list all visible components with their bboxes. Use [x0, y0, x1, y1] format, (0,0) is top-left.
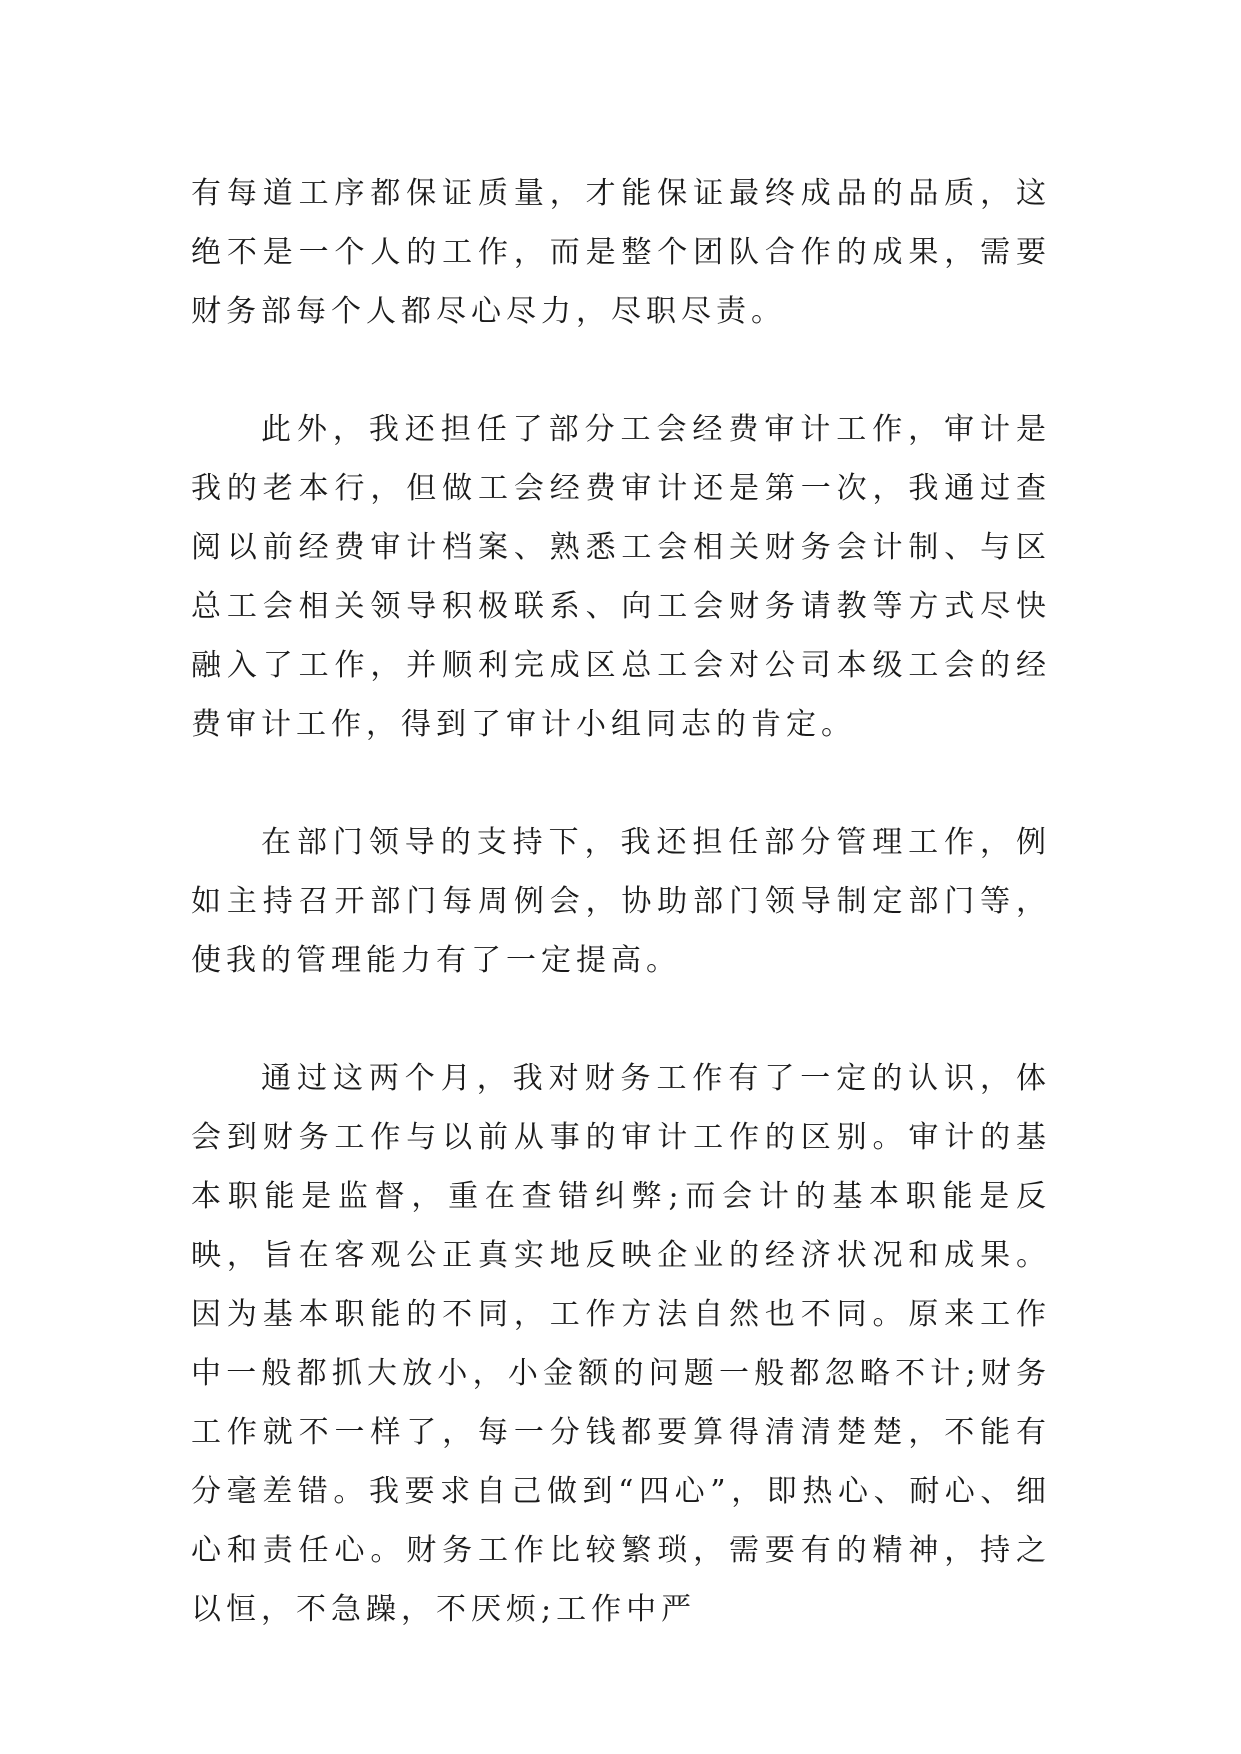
document-body: [191, 164, 1051, 1639]
paragraph-management: 在部门领导的支持下，我还担任部分管理工作，例如主持召开部门每周例会，协助部门领导制定部门等，使我的管理能力有了一定提高。: [191, 825, 1051, 978]
paragraph-reflection: 通过这两个月，我对财务工作有了一定的认识，体会到财务工作与以前从事的审计工作的区别。审计的基本职能是监督，重在查错纠弊;而会计的基本职能是反映，旨在客观公正真实地反映企业的经济状况和成果。因为基本职能的不同，工作方法自然也不同。原来工作中一般都抓大放小，小金额的问题一般都忽略不计;财务工作就不一样了，每一分钱都要算得清清楚楚，不能有分毫差错。我要求自己做到“四心”，即热心、耐心、细心和责任心。财务工作比较繁琐，需要有的精神，持之以恒，不急躁，不厌烦;工作中严: [191, 1061, 1051, 1627]
paragraph-gap: [191, 754, 1051, 813]
paragraph-union-audit: 此外，我还担任了部分工会经费审计工作，审计是我的老本行，但做工会经费审计还是第一次，我通过查阅以前经费审计档案、熟悉工会相关财务会计制、与区总工会相关领导积极联系、向工会财务请教等方式尽快融入了工作，并顺利完成区总工会对公司本级工会的经费审计工作，得到了审计小组同志的肯定。: [191, 412, 1051, 742]
paragraph-continuation: 有每道工序都保证质量，才能保证最终成品的品质，这绝不是一个人的工作，而是整个团队合作的成果，需要财务部每个人都尽心尽力，尽职尽责。: [191, 176, 1051, 329]
paragraph-gap: [191, 341, 1051, 400]
paragraph-gap: [191, 990, 1051, 1049]
